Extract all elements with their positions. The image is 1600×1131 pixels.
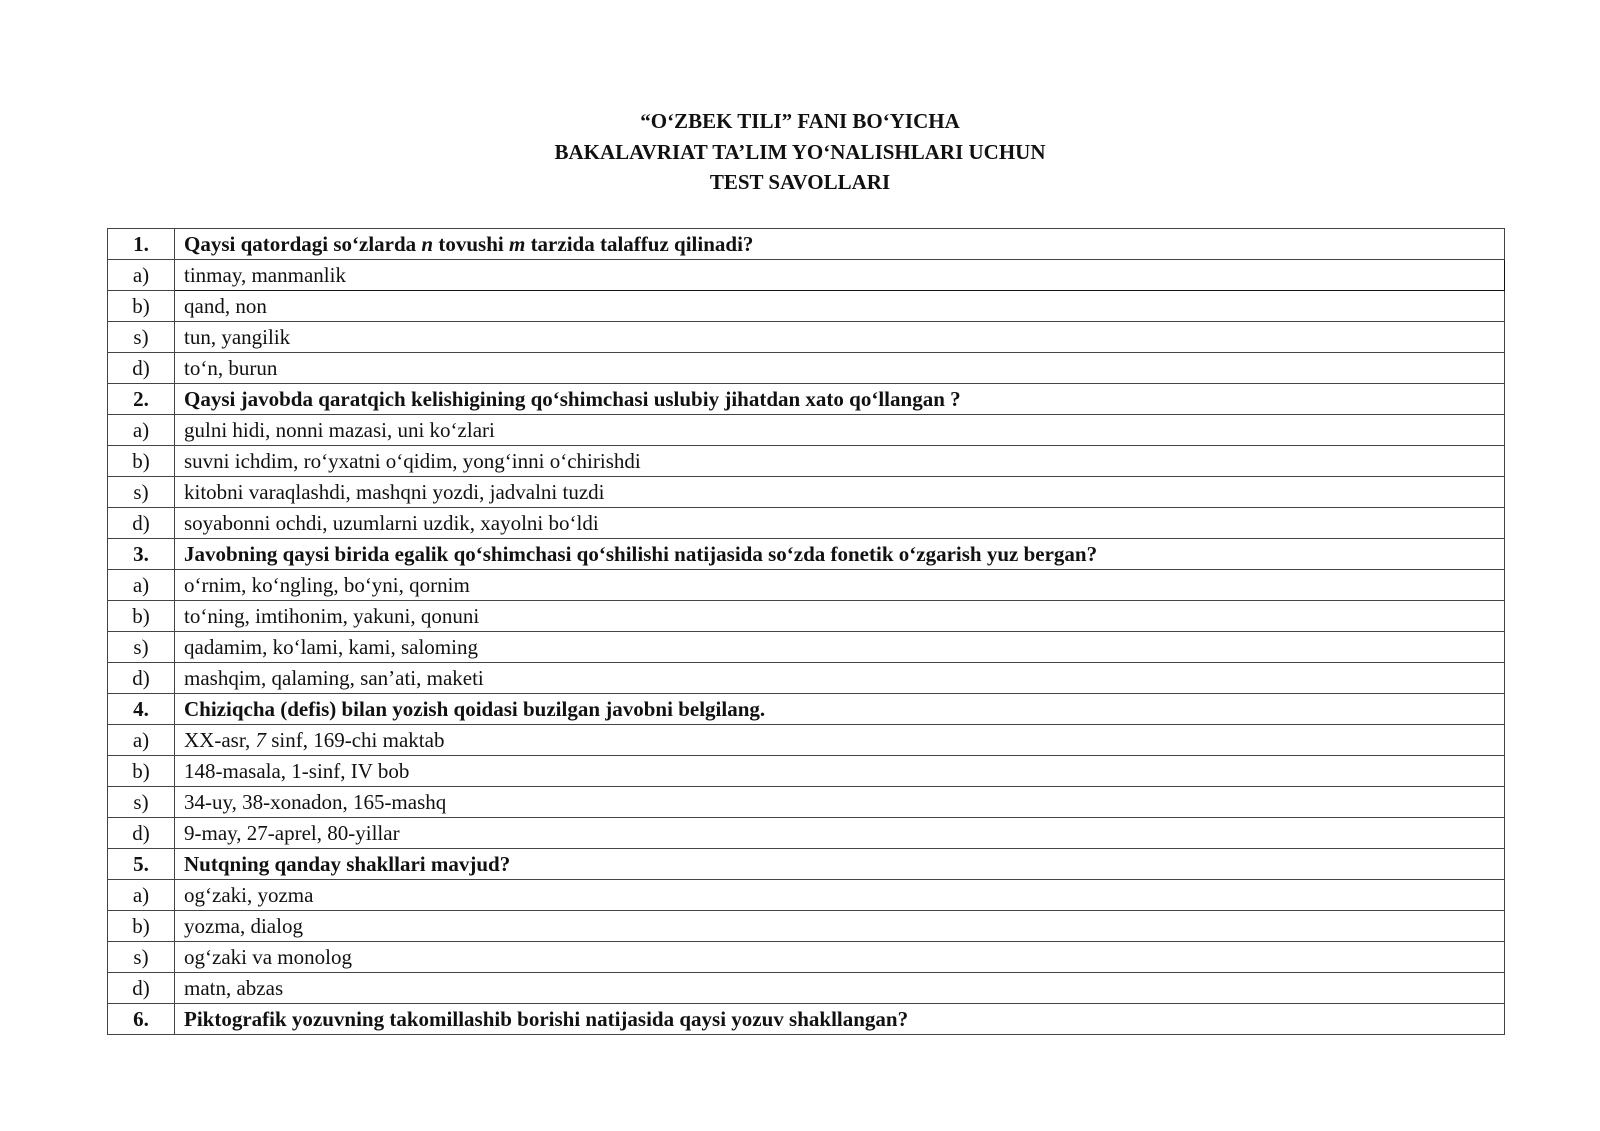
option-label: d) (108, 818, 175, 849)
option-text-part: XX-asr, (184, 727, 256, 752)
option-text: soyabonni ochdi, uzumlarni uzdik, xayolni bo‘ldi (175, 508, 1505, 539)
option-label: a) (108, 725, 175, 756)
option-label: d) (108, 973, 175, 1004)
test-questions-table (107, 228, 1505, 1035)
answer-option-row (108, 291, 1505, 322)
question-number: 2. (108, 384, 175, 415)
answer-option-row (108, 322, 1505, 353)
answer-option-row (108, 911, 1505, 942)
question-number: 4. (108, 694, 175, 725)
question-row (108, 384, 1505, 415)
option-text: 9-may, 27-aprel, 80-yillar (175, 818, 1505, 849)
question-row (108, 694, 1505, 725)
answer-option-row (108, 663, 1505, 694)
option-text: mashqim, qalaming, san’ati, maketi (175, 663, 1505, 694)
option-text: kitobni varaqlashdi, mashqni yozdi, jadvalni tuzdi (175, 477, 1505, 508)
option-label: s) (108, 477, 175, 508)
header-title-line-1: “O‘ZBEK TILI” FANI BO‘YICHA (640, 109, 960, 133)
question-text-part: tarzida talaffuz qilinadi? (525, 231, 754, 256)
question-number: 3. (108, 539, 175, 570)
option-label: s) (108, 942, 175, 973)
option-text: tun, yangilik (175, 322, 1505, 353)
option-label: d) (108, 508, 175, 539)
option-label: b) (108, 756, 175, 787)
answer-option-row (108, 818, 1505, 849)
option-label: d) (108, 663, 175, 694)
option-text: tinmay, manmanlik (175, 260, 1505, 291)
answer-option-row (108, 756, 1505, 787)
question-number: 6. (108, 1004, 175, 1035)
question-number: 5. (108, 849, 175, 880)
option-label: a) (108, 260, 175, 291)
header-title-line-3: TEST SAVOLLARI (709, 170, 891, 194)
option-text: to‘n, burun (175, 353, 1505, 384)
option-text: 148-masala, 1-sinf, IV bob (175, 756, 1505, 787)
answer-option-row (108, 787, 1505, 818)
question-text: Qaysi javobda qaratqich kelishigining qo‘shimchasi uslubiy jihatdan xato qo‘llangan ? (175, 384, 1505, 415)
question-row (108, 229, 1505, 260)
option-text (175, 725, 1505, 756)
question-number: 1. (108, 229, 175, 260)
option-text: og‘zaki va monolog (175, 942, 1505, 973)
option-text: to‘ning, imtihonim, yakuni, qonuni (175, 601, 1505, 632)
option-label: b) (108, 446, 175, 477)
option-text: yozma, dialog (175, 911, 1505, 942)
question-text: Javobning qaysi birida egalik qo‘shimchasi qo‘shilishi natijasida so‘zda fonetik o‘zgarish yuz bergan? (175, 539, 1505, 570)
question-text (175, 229, 1505, 260)
answer-option-row (108, 353, 1505, 384)
question-text-part: tovushi (433, 231, 509, 256)
option-text: matn, abzas (175, 973, 1505, 1004)
option-text: o‘rnim, ko‘ngling, bo‘yni, qornim (175, 570, 1505, 601)
option-text-italic-7: 7 (255, 727, 266, 752)
option-text: gulni hidi, nonni mazasi, uni ko‘zlari (175, 415, 1505, 446)
option-text: og‘zaki, yozma (175, 880, 1505, 911)
option-label: a) (108, 570, 175, 601)
option-text: qand, non (175, 291, 1505, 322)
option-label: a) (108, 415, 175, 446)
answer-option-row (108, 942, 1505, 973)
question-text: Chiziqcha (defis) bilan yozish qoidasi buzilgan javobni belgilang. (175, 694, 1505, 725)
answer-option-row (108, 725, 1505, 756)
answer-option-row (108, 973, 1505, 1004)
option-text-part: sinf, 169-chi maktab (265, 727, 445, 752)
question-row (108, 539, 1505, 570)
header-title-line-2: BAKALAVRIAT TA’LIM YO‘NALISHLARI UCHUN (554, 139, 1046, 164)
answer-option-row (108, 880, 1505, 911)
question-row (108, 1004, 1505, 1035)
option-text: suvni ichdim, ro‘yxatni o‘qidim, yong‘inni o‘chirishdi (175, 446, 1505, 477)
option-label: s) (108, 322, 175, 353)
question-text-part: Qaysi qatordagi so‘zlarda (184, 231, 422, 256)
option-text: 34-uy, 38-xonadon, 165-mashq (175, 787, 1505, 818)
option-label: s) (108, 632, 175, 663)
answer-option-row (108, 477, 1505, 508)
question-text: Piktografik yozuvning takomillashib borishi natijasida qaysi yozuv shakllangan? (175, 1004, 1505, 1035)
document-header (0, 106, 1600, 198)
answer-option-row (108, 446, 1505, 477)
answer-option-row (108, 260, 1505, 291)
option-text: qadamim, ko‘lami, kami, saloming (175, 632, 1505, 663)
question-text-italic-m: m (508, 231, 526, 256)
answer-option-row (108, 601, 1505, 632)
option-label: a) (108, 880, 175, 911)
answer-option-row (108, 415, 1505, 446)
answer-option-row (108, 632, 1505, 663)
answer-option-row (108, 508, 1505, 539)
option-label: b) (108, 601, 175, 632)
option-label: b) (108, 911, 175, 942)
option-label: b) (108, 291, 175, 322)
option-label: d) (108, 353, 175, 384)
option-label: s) (108, 787, 175, 818)
question-text: Nutqning qanday shakllari mavjud? (175, 849, 1505, 880)
answer-option-row (108, 570, 1505, 601)
question-text-italic-n: n (421, 231, 434, 256)
question-row (108, 849, 1505, 880)
